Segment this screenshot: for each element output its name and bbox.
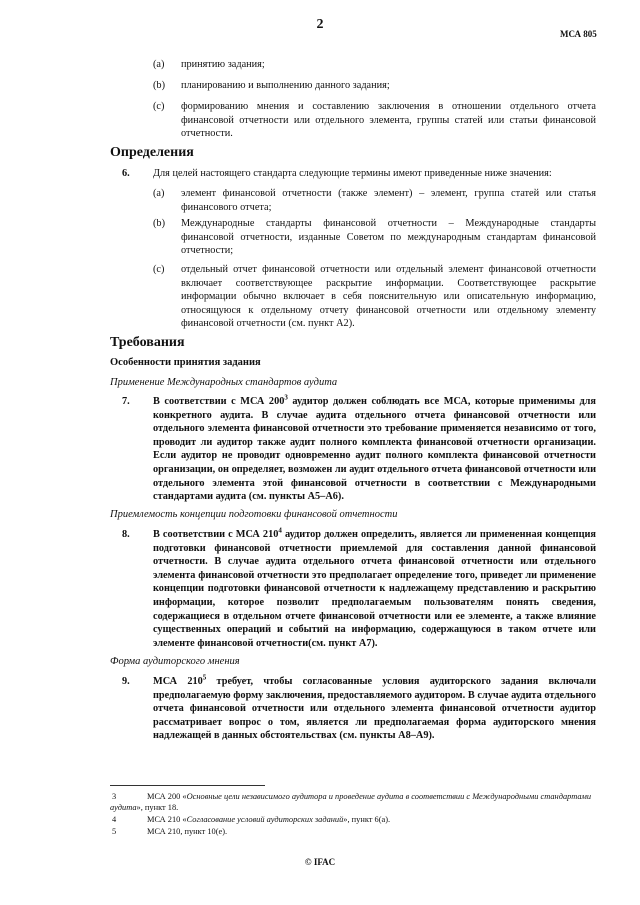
page-number: 2	[316, 17, 324, 32]
intro-item-text: принятию задания;	[181, 59, 265, 70]
footnote-mark: 3	[112, 792, 117, 801]
paragraph-text: Для целей настоящего стандарта следующие термины имеют приведенные ниже значения:	[153, 168, 552, 179]
intro-item-text: планированию и выполнению данного задания;	[181, 80, 390, 91]
footnote-ref: 5	[202, 673, 207, 682]
footnote-text: МСА 210, пункт 10(е).	[147, 827, 228, 836]
paragraph-text: МСА $210^5$ требует, чтобы согласованные условия аудиторского задания включали предполагаемую форму заключения, предоставляемого аудитором. В случае аудита отдельного отчета финансовой отчетности или отдельного элемента финансовой отчетности аудитор рассматривает вопрос о том, является ли предполагаемая форма аудиторского мнения надлежащей в данных обстоятельствах (см. пункты А8–А9).	[153, 673, 596, 742]
paragraph-text: В соответствии с МСА $200^3$ аудитор должен соблюдать все МСА, которые применимы для конкретного аудита. В случае аудита отдельного отчета финансовой отчетности или отдельного элемента финансовой отчетности это требование применяется независимо от того, проводит ли аудитор также аудит полного комплекта финансовой отчетности организации. Если аудитор не проводит одновременно аудит полного комплекта финансовой отчетности организации, он определяет, возможен ли аудит отдельного отчета финансовой отчетности или отдельного элемента этой финансовой отчетности в соответствии с Международными стандартами аудита (см. пункты А5–А6).	[153, 393, 596, 503]
footnote-ref: 4	[278, 526, 282, 535]
definition-item-label: (c)	[153, 264, 165, 275]
footnote-mark: 4	[112, 815, 117, 824]
section-title: Приемлемость концепции подготовки финансовой отчетности	[110, 509, 398, 520]
definitions-heading: Определения	[110, 145, 194, 160]
footnote-text: МСА 200 «Основные цели независимого аудитора и проведение аудита в соответствии с Международными стандартами аудита», пункт 18.	[110, 792, 592, 812]
paragraph-number: 9.	[122, 676, 130, 687]
definition-item-text: отдельный отчет финансовой отчетности или отдельный элемент финансовой отчетности включает соответствующее раскрытие информации. Соответствующее раскрытие информации обычно включает в себя пояснительную или описательную информацию, относящуюся к отдельному отчету финансовой отчетности или отдельному элементу финансовой отчетности (см. пункт А2).	[181, 264, 596, 330]
section-title: Форма аудиторского мнения	[110, 656, 240, 667]
intro-item-label: (a)	[153, 59, 165, 70]
paragraph-number: 7.	[122, 396, 130, 407]
footnote-separator	[110, 785, 265, 786]
definition-item-label: (b)	[153, 218, 166, 229]
copyright-footer: © IFAC	[304, 857, 336, 867]
definition-item-text: элемент финансовой отчетности (также элемент) – элемент, группа статей или статья финансового отчета;	[181, 188, 596, 213]
intro-item-label: (c)	[153, 101, 165, 112]
definition-item-text: Международные стандарты финансовой отчетности – Международные стандарты финансовой отчетности, изданные Советом по международным стандартам финансовой отчетности;	[181, 218, 596, 257]
paragraph-number: 6.	[122, 168, 130, 179]
footnote-text: МСА 210 «Согласование условий аудиторских заданий», пункт 6(а).	[147, 815, 391, 824]
requirements-subheading: Особенности принятия задания	[110, 357, 261, 368]
definition-item-label: (a)	[153, 188, 165, 199]
intro-item-text: формированию мнения и составлению заключения в отношении отдельного отчета финансовой отчетности или отдельного элемента, группы статей или статьи финансовой отчетности.	[181, 101, 596, 140]
paragraph-number: 8.	[122, 529, 130, 540]
intro-item-label: (b)	[153, 80, 166, 91]
requirements-heading: Требования	[110, 335, 185, 350]
paragraph-text: В соответствии с МСА $210^4$ аудитор должен определить, является ли примененная концепция подготовки финансовой отчетности приемлемой для составления данной финансовой отчетности. В случае аудита отдельного отчета финансовой отчетности или отдельного элемента финансовой отчетности это предполагает определение того, приведет ли применение концепции подготовки финансовой отчетности к надлежащему представлению и раскрытию информации, которое позволит предполагаемым пользователям понять сведения, содержащиеся в отдельном отчете финансовой отчетности или ее элементе, а также влияние существенных операций и событий на информацию, содержащуюся в таком отчете или элементе финансовой отчетности(см. пункт А7).	[153, 526, 597, 649]
section-title: Применение Международных стандартов аудита	[110, 377, 338, 388]
document-code: МСА 805	[560, 29, 597, 39]
footnote-mark: 5	[112, 827, 117, 836]
footnote-ref: 3	[284, 393, 288, 402]
